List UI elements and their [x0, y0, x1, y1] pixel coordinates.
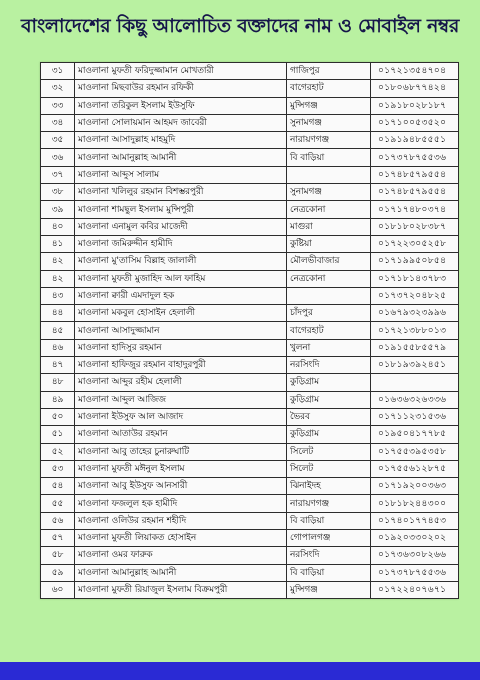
phone-cell: ০১৭১০০৫৩৫২০: [371, 114, 459, 131]
serial-cell: ৩৩: [41, 97, 75, 114]
phone-cell: ০১৭৪৮৫৭৯৫৫৪: [371, 184, 459, 201]
name-cell: মাওলানা মু'তাসিম বিল্লাহ জালালী: [75, 253, 287, 270]
name-cell: মাওলানা আবু তাহের চুনারুঘাটি: [75, 443, 287, 460]
district-cell: ভৈরব: [287, 408, 371, 425]
name-cell: মাওলানা মুফতী লিয়াকত হোসাইন: [75, 530, 287, 547]
name-cell: মাওলানা মুফতী ফরিদুজ্জামান মোখতারী: [75, 63, 287, 80]
phone-cell: ০১৬৭৯৩২৩৯৯৬: [371, 305, 459, 322]
table-row: [41, 374, 459, 391]
serial-cell: ৫২: [41, 443, 75, 460]
phone-cell: ০১৮১৮২৪৪৩০০: [371, 495, 459, 512]
serial-cell: ৫৯: [41, 564, 75, 581]
table-row: [41, 547, 459, 564]
name-cell: মাওলানা ফজলুল হক হামীদি: [75, 495, 287, 512]
phone-cell: ০১৭৩৭৮৭৫৫৩৬: [371, 149, 459, 166]
serial-cell: ৩৯: [41, 201, 75, 218]
district-cell: মাগুরা: [287, 218, 371, 235]
name-cell: মাওলানা সোলায়মান আহমদ জাবেরী: [75, 114, 287, 131]
speaker-table: [40, 62, 459, 599]
district-cell: বি বাড়িয়া: [287, 564, 371, 581]
serial-cell: ৪৮: [41, 374, 75, 391]
table-row: [41, 253, 459, 270]
name-cell: মাওলানা খলিলুর রহমান বিশম্ভরপুরী: [75, 184, 287, 201]
table-row: [41, 132, 459, 149]
name-cell: মাওলানা আতাউর রহমান: [75, 426, 287, 443]
district-cell: মুন্সিগঞ্জ: [287, 581, 371, 598]
name-cell: মাওলানা ক্বারী এমদাদুল হক: [75, 287, 287, 304]
table-row: [41, 478, 459, 495]
name-cell: মাওলানা হাফিজুর রহমান বাহাদুরপুরী: [75, 357, 287, 374]
serial-cell: ৩৬: [41, 149, 75, 166]
name-cell: মাওলানা আবু ইউসুফ আনসারী: [75, 478, 287, 495]
phone-cell: ০১৭১৯২০০৩৬৩: [371, 478, 459, 495]
district-cell: নরসিংদি: [287, 547, 371, 564]
table-row: [41, 322, 459, 339]
table-row: [41, 512, 459, 529]
phone-cell: ০১৭৩৭২০৪৮২৫: [371, 287, 459, 304]
name-cell: মাওলানা আব্দুস সালাম: [75, 166, 287, 183]
district-cell: মুন্সিগঞ্জ: [287, 97, 371, 114]
name-cell: মাওলানা আব্দুর রহীম হেলালী: [75, 374, 287, 391]
phone-cell: ০১৯২০৩৩০২০২: [371, 530, 459, 547]
phone-cell: ০১৭৩৭৮৭৫৫৩৬: [371, 564, 459, 581]
serial-cell: ৪৯: [41, 391, 75, 408]
district-cell: সুনামগঞ্জ: [287, 114, 371, 131]
table-row: [41, 391, 459, 408]
table-row: [41, 339, 459, 356]
serial-cell: ৫৬: [41, 512, 75, 529]
phone-cell: ০১৭২২৩০৫২৫৮: [371, 235, 459, 252]
district-cell: চাঁদপুর: [287, 305, 371, 322]
phone-cell: ০১৮১৮০২৮৩৮৭: [371, 218, 459, 235]
phone-cell: ০১৯১৯৪৮৫৫৫১: [371, 132, 459, 149]
serial-cell: ৬০: [41, 581, 75, 598]
serial-cell: ৪৩: [41, 287, 75, 304]
phone-cell: ০১৭২২৪০৭৬৭১: [371, 581, 459, 598]
serial-cell: ৪১: [41, 235, 75, 252]
district-cell: কুড়িগ্রাম: [287, 374, 371, 391]
district-cell: সুনামগঞ্জ: [287, 184, 371, 201]
phone-cell: [371, 374, 459, 391]
district-cell: মৌলভীবাজার: [287, 253, 371, 270]
name-cell: মাওলানা মুফতী রিয়াজুল ইসলাম বিক্রমপুরী: [75, 581, 287, 598]
name-cell: মাওলানা মিছবাউর রহমান রফিকী: [75, 80, 287, 97]
name-cell: মাওলানা জমিরুদ্দীন হামীদি: [75, 235, 287, 252]
name-cell: মাওলানা মুফতী মুজাহিদ আল ফাহিম: [75, 270, 287, 287]
serial-cell: ৩৮: [41, 184, 75, 201]
name-cell: মাওলানা আসাদুজ্জামান: [75, 322, 287, 339]
name-cell: মাওলানা মকবুল হোসাইন হেলালী: [75, 305, 287, 322]
phone-cell: ০১৮০৬৮৭৭৪২৪: [371, 80, 459, 97]
name-cell: মাওলানা ইউসুফ আল আজাদ: [75, 408, 287, 425]
phone-cell: ০১৯৫০৪১৭৭৮৫: [371, 426, 459, 443]
serial-cell: ৪৬: [41, 339, 75, 356]
serial-cell: ৪৭: [41, 357, 75, 374]
table-row: [41, 426, 459, 443]
name-cell: মাওলানা আমানুল্লাহ আমানী: [75, 564, 287, 581]
name-cell: মাওলানা মুফতী মঈনুল ইসলাম: [75, 460, 287, 477]
serial-cell: ৪০: [41, 218, 75, 235]
table-row: [41, 564, 459, 581]
serial-cell: ৩৪: [41, 114, 75, 131]
district-cell: বি বাড়িয়া: [287, 149, 371, 166]
phone-cell: ০১৬৩৬৩২৬৩৩৬: [371, 391, 459, 408]
district-cell: নারায়ণগঞ্জ: [287, 132, 371, 149]
district-cell: বি বাড়িয়া: [287, 512, 371, 529]
phone-cell: ০১৮১৯৩৯২৪৫১: [371, 357, 459, 374]
table-row: [41, 184, 459, 201]
phone-cell: ০১৭৪৮৫৭৯৫৫৪: [371, 166, 459, 183]
district-cell: খুলনা: [287, 339, 371, 356]
district-cell: নরসিংদি: [287, 357, 371, 374]
district-cell: নেত্রকোনা: [287, 270, 371, 287]
serial-cell: ৩১: [41, 63, 75, 80]
district-cell: নারায়ণগঞ্জ: [287, 495, 371, 512]
name-cell: মাওলানা হাদিসুর রহমান: [75, 339, 287, 356]
phone-cell: ০১৭৪০১৭৭৪৫৩: [371, 512, 459, 529]
district-cell: বাগেরহাট: [287, 322, 371, 339]
district-cell: গোপালগঞ্জ: [287, 530, 371, 547]
table-row: [41, 460, 459, 477]
serial-cell: ৪৪: [41, 305, 75, 322]
table-row: [41, 530, 459, 547]
table-row: [41, 270, 459, 287]
district-cell: বাগেরহাট: [287, 80, 371, 97]
table-row: [41, 97, 459, 114]
bottom-band: [0, 662, 480, 680]
phone-cell: ০১৭১৯৯৫০৮৫৪: [371, 253, 459, 270]
phone-cell: ০১৭২১৩৮৮০১৩: [371, 322, 459, 339]
district-cell: সিলেট: [287, 460, 371, 477]
district-cell: কুষ্টিয়া: [287, 235, 371, 252]
table-row: [41, 357, 459, 374]
district-cell: নেত্রকোনা: [287, 201, 371, 218]
phone-cell: ০১৭১৭৪৮০৩৭৪: [371, 201, 459, 218]
serial-cell: ৫৪: [41, 478, 75, 495]
district-cell: কুড়িগ্রাম: [287, 391, 371, 408]
name-cell: মাওলানা ওমর ফারুক: [75, 547, 287, 564]
serial-cell: ৩৫: [41, 132, 75, 149]
phone-cell: ০১৭২১৩৫৪৭০৪: [371, 63, 459, 80]
phone-cell: ০১৭৫৫৩৯৫৩৫৮: [371, 443, 459, 460]
name-cell: মাওলানা আমানুল্লাহ আমানী: [75, 149, 287, 166]
phone-cell: ০১৭৫৫৬১২৮৭৫: [371, 460, 459, 477]
serial-cell: ৩৭: [41, 166, 75, 183]
speaker-table-container: [40, 62, 458, 599]
table-row: [41, 218, 459, 235]
serial-cell: ৫৮: [41, 547, 75, 564]
phone-cell: ০১৯১৫৫৮৫৫৭৯: [371, 339, 459, 356]
phone-cell: ০১৭১১২৩১৫৩৬: [371, 408, 459, 425]
district-cell: গাজিপুর: [287, 63, 371, 80]
serial-cell: ৫০: [41, 408, 75, 425]
district-cell: [287, 287, 371, 304]
name-cell: মাওলানা আব্দুল আজিজ: [75, 391, 287, 408]
table-row: [41, 495, 459, 512]
name-cell: মাওলানা আসাদুল্লাহ মাহমুদি: [75, 132, 287, 149]
name-cell: মাওলানা ওলিউর রহমান শহীদি: [75, 512, 287, 529]
serial-cell: ৩২: [41, 80, 75, 97]
phone-cell: ০১৯১৮০২৮১৮৭: [371, 97, 459, 114]
table-row: [41, 581, 459, 598]
table-row: [41, 80, 459, 97]
serial-cell: ৫৭: [41, 530, 75, 547]
name-cell: মাওলানা শামছুল ইসলাম মুন্সিপুরী: [75, 201, 287, 218]
serial-cell: ৫৫: [41, 495, 75, 512]
serial-cell: ৫৩: [41, 460, 75, 477]
district-cell: কুড়িগ্রাম: [287, 426, 371, 443]
serial-cell: ৪২: [41, 270, 75, 287]
table-row: [41, 63, 459, 80]
name-cell: মাওলানা তরিকুল ইসলাম ইউসুফি: [75, 97, 287, 114]
table-row: [41, 166, 459, 183]
table-row: [41, 149, 459, 166]
district-cell: সিলেট: [287, 443, 371, 460]
phone-cell: ০১৭৩৬৩০৮২৬৬: [371, 547, 459, 564]
serial-cell: ৫১: [41, 426, 75, 443]
district-cell: [287, 166, 371, 183]
district-cell: ঝিনাইদহ: [287, 478, 371, 495]
phone-cell: ০১৭১৮১৪৩৭৮৩: [371, 270, 459, 287]
table-row: [41, 114, 459, 131]
table-row: [41, 287, 459, 304]
table-row: [41, 443, 459, 460]
table-row: [41, 235, 459, 252]
table-row: [41, 201, 459, 218]
serial-cell: ৪২: [41, 253, 75, 270]
table-row: [41, 408, 459, 425]
table-row: [41, 305, 459, 322]
name-cell: মাওলানা এনামুল কবির মাজেদী: [75, 218, 287, 235]
speaker-table-body: [41, 63, 459, 599]
serial-cell: ৪৫: [41, 322, 75, 339]
page-title: বাংলাদেশের কিছু আলোচিত বক্তাদের নাম ও মোবাইল নম্বর: [20, 15, 460, 37]
